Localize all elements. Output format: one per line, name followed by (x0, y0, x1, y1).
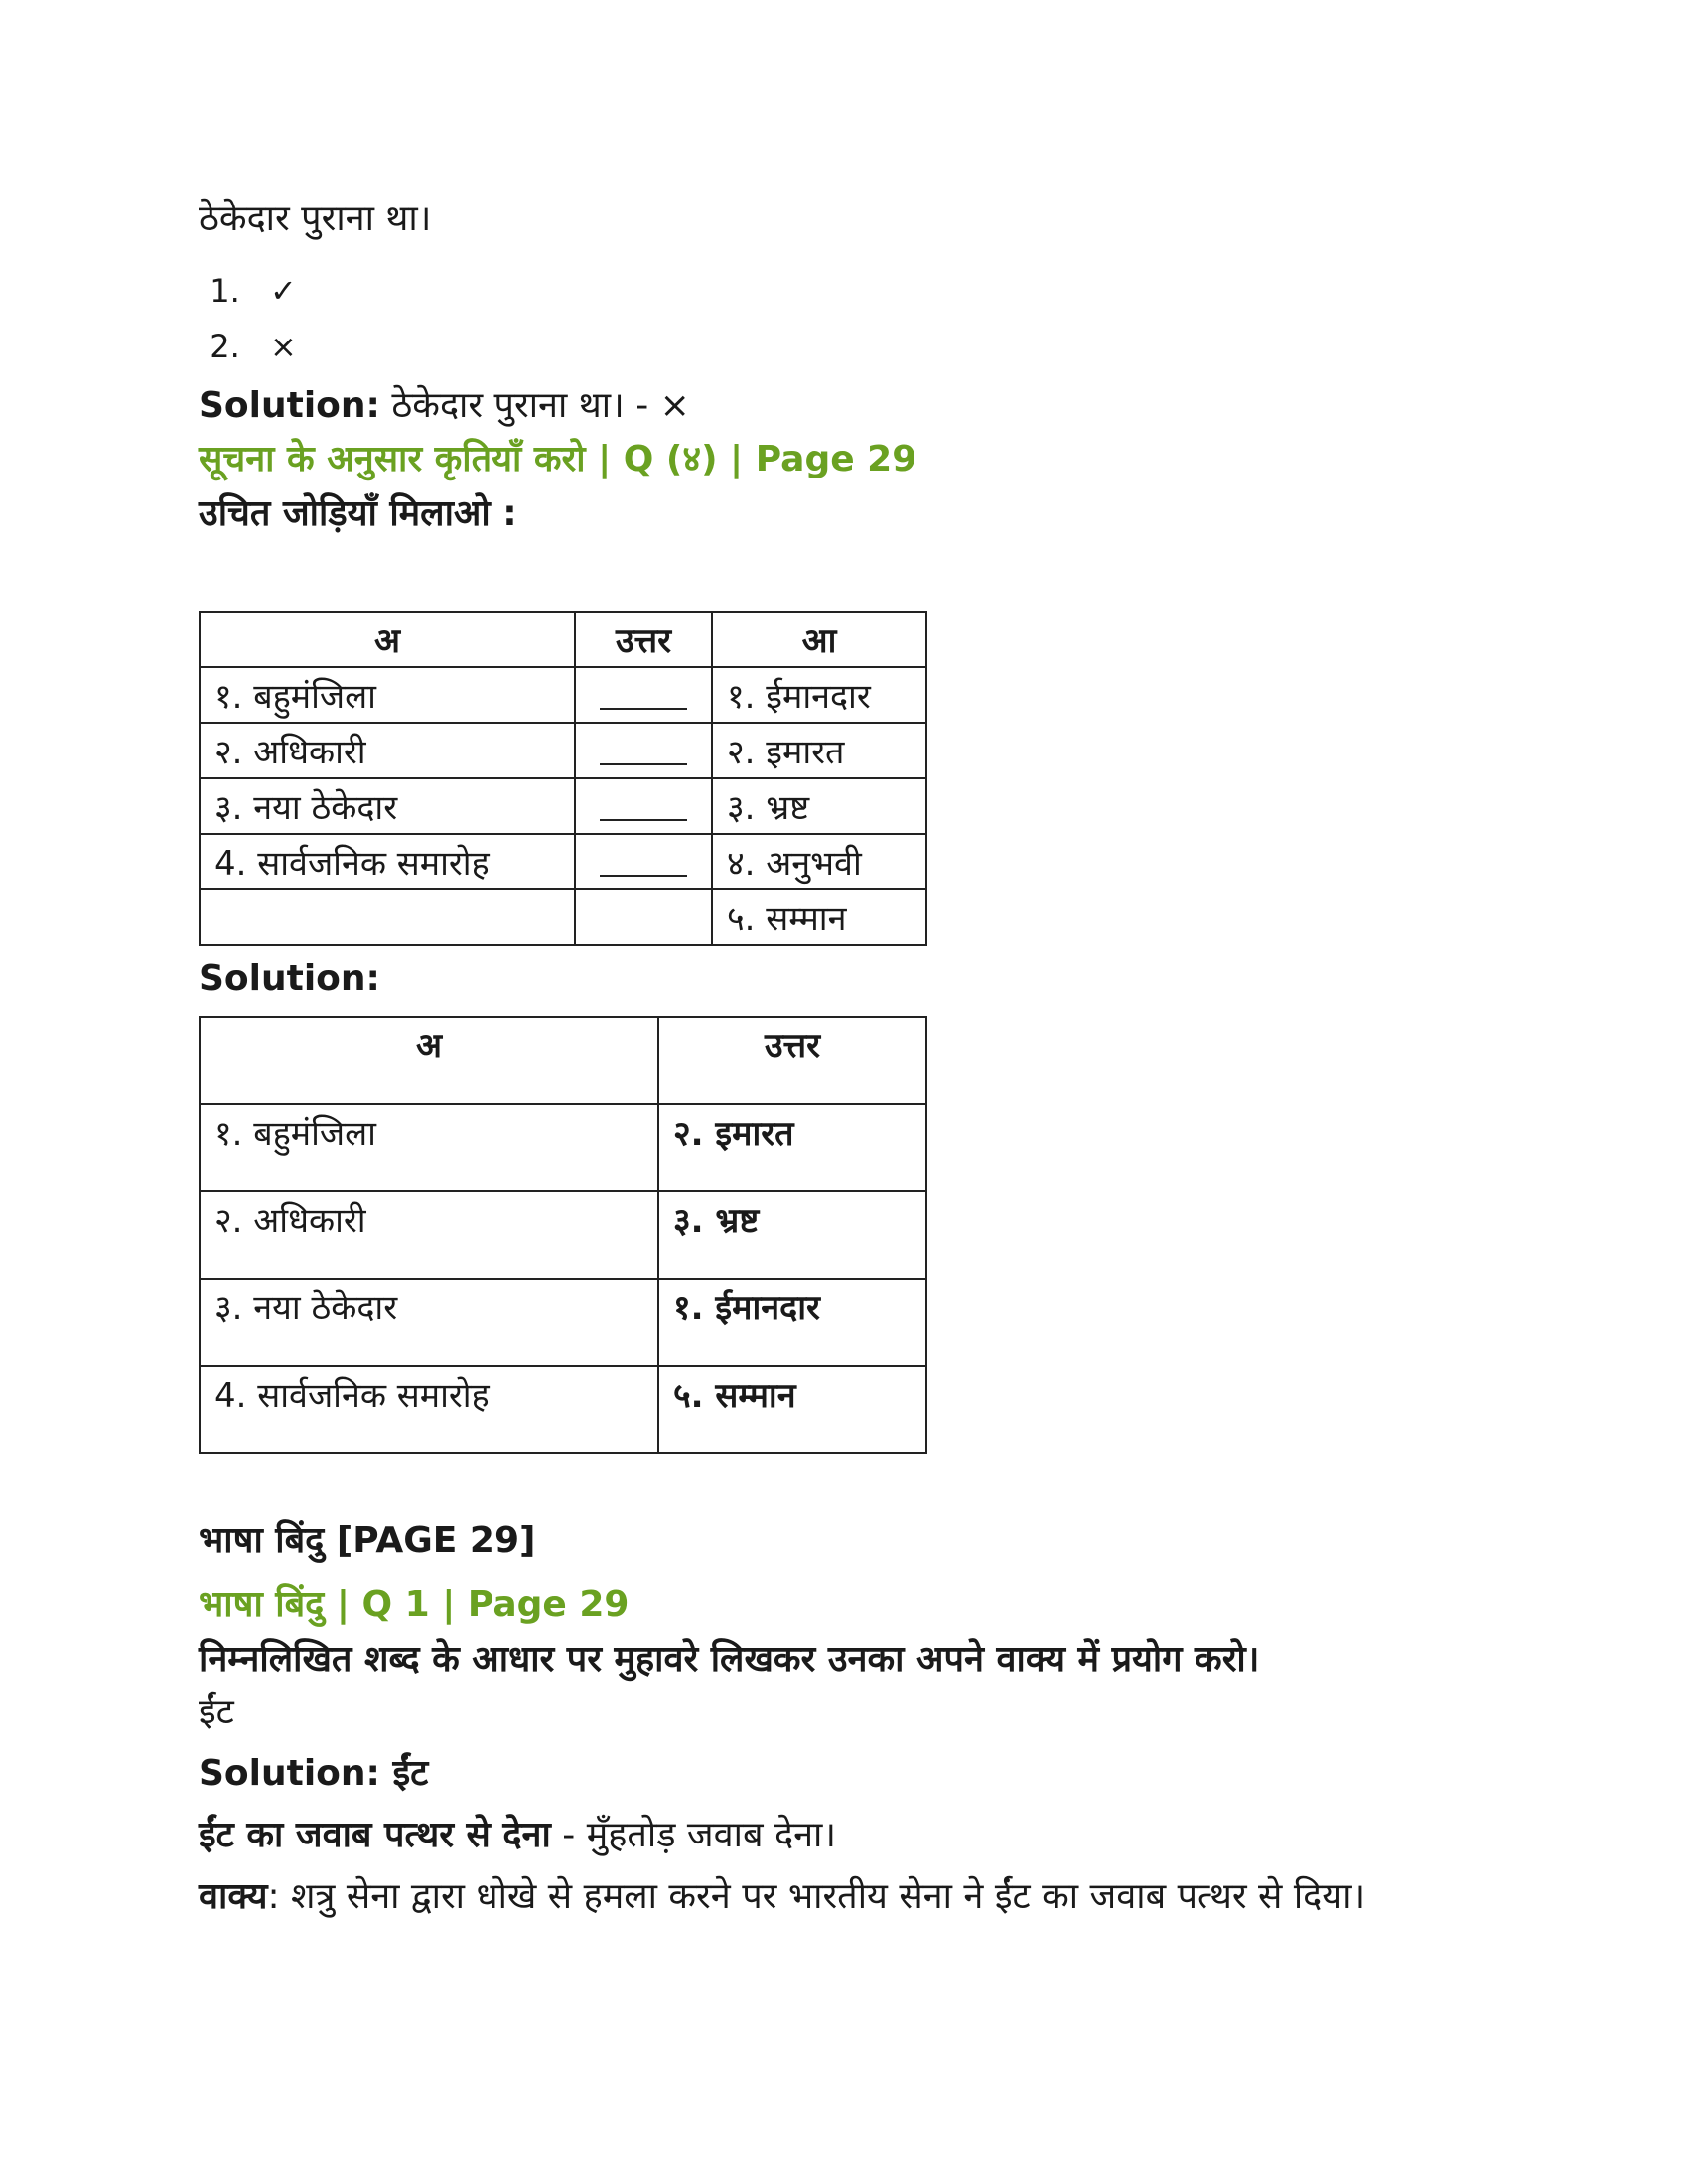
solution-label: Solution: (199, 1753, 380, 1794)
section-question: निम्नलिखित शब्द के आधार पर मुहावरे लिखकर उनका अपने वाक्य में प्रयोग करो। (199, 1639, 1260, 1680)
column-header-a: अ (200, 612, 575, 667)
table-row (200, 723, 926, 778)
table-header-row (200, 612, 926, 667)
table-cell: 4. सार्वजनिक समारोह (200, 834, 575, 889)
table-cell (200, 889, 575, 945)
table-row (200, 834, 926, 889)
solution-table (199, 1016, 927, 1454)
answer-blank-cell[interactable] (575, 778, 712, 834)
section-title: भाषा बिंदु [PAGE 29] (199, 1520, 536, 1561)
table-row (200, 1191, 926, 1279)
table-cell: ४. अनुभवी (712, 834, 926, 889)
table-cell: ३. नया ठेकेदार (200, 1279, 658, 1366)
table-cell: १. बहुमंजिला (200, 1104, 658, 1191)
table-cell: ३. भ्रष्ट (712, 778, 926, 834)
table-cell: ५. सम्मान (712, 889, 926, 945)
table-row (200, 1366, 926, 1453)
sentence-label: वाक्य (199, 1876, 268, 1917)
match-pairs-table (199, 611, 927, 946)
table-row (200, 889, 926, 945)
table-row (200, 778, 926, 834)
option-1[interactable]: 1. ✓ (250, 263, 1489, 319)
idiom: ईंट का जवाब पत्थर से देना (199, 1815, 551, 1855)
table-row (200, 1279, 926, 1366)
section-word: ईंट (199, 1692, 234, 1732)
idiom-meaning: - मुँहतोड़ जवाब देना। (550, 1815, 837, 1855)
table-cell: १. ईमानदार (712, 667, 926, 723)
section-question-heading: भाषा बिंदु | Q 1 | Page 29 (199, 1584, 630, 1625)
question-statement: ठेकेदार पुराना था। (199, 199, 432, 239)
table-header-row (200, 1017, 926, 1104)
table-cell (575, 889, 712, 945)
answer-blank[interactable] (600, 740, 687, 765)
table-row (200, 667, 926, 723)
table-cell-answer: २. इमारत (658, 1104, 926, 1191)
answer-blank-cell[interactable] (575, 667, 712, 723)
section-solution (199, 1748, 1489, 1800)
table-cell: २. इमारत (712, 723, 926, 778)
answer-blank[interactable] (600, 795, 687, 821)
table-cell: १. बहुमंजिला (200, 667, 575, 723)
question-2-heading: सूचना के अनुसार कृतियाँ करो | Q (४) | Page 29 (199, 439, 917, 479)
solution-word: ईंट (379, 1753, 429, 1794)
table-cell-answer: ५. सम्मान (658, 1366, 926, 1453)
table-cell-answer: ३. भ्रष्ट (658, 1191, 926, 1279)
solution-text: ठेकेदार पुराना था। - × (379, 385, 690, 426)
sentence-line (199, 1871, 1489, 1923)
column-header-answer: उत्तर (575, 612, 712, 667)
answer-blank-cell[interactable] (575, 834, 712, 889)
solution-label: Solution: (199, 385, 380, 426)
question-2-instruction: उचित जोड़ियाँ मिलाओ : (199, 493, 517, 534)
solution-2-label: Solution: (199, 958, 380, 999)
table-row (200, 1104, 926, 1191)
answer-blank-cell[interactable] (575, 723, 712, 778)
answer-blank[interactable] (600, 684, 687, 710)
solution-1 (199, 380, 1489, 432)
idiom-line (199, 1810, 1489, 1861)
column-header-a: अ (200, 1017, 658, 1104)
table-cell: २. अधिकारी (200, 1191, 658, 1279)
sentence-text: : शत्रु सेना द्वारा धोखे से हमला करने पर भारतीय सेना ने ईंट का जवाब पत्थर से दिया। (267, 1876, 1366, 1917)
table-cell: २. अधिकारी (200, 723, 575, 778)
document-page (199, 194, 1489, 1923)
column-header-answer: उत्तर (658, 1017, 926, 1104)
table-cell: 4. सार्वजनिक समारोह (200, 1366, 658, 1453)
table-cell: ३. नया ठेकेदार (200, 778, 575, 834)
option-2[interactable]: 2. × (250, 319, 1489, 374)
answer-options (199, 263, 1489, 374)
table-cell-answer: १. ईमानदार (658, 1279, 926, 1366)
answer-blank[interactable] (600, 851, 687, 877)
column-header-aa: आ (712, 612, 926, 667)
